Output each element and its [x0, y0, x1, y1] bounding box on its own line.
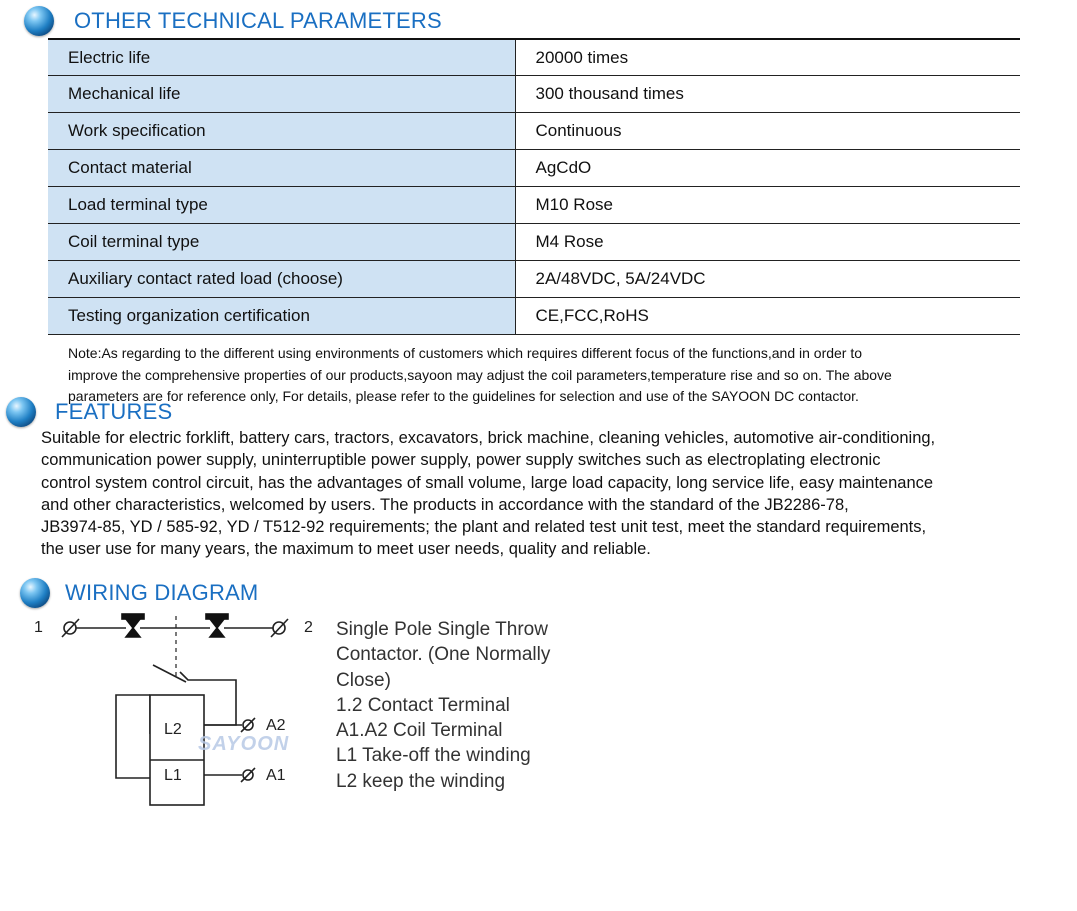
param-value: Continuous [515, 113, 1020, 150]
param-label: Auxiliary contact rated load (choose) [48, 261, 515, 298]
wiring-desc-line: A1.A2 Coil Terminal [336, 720, 503, 742]
sayoon-watermark: SAYOON [198, 733, 290, 755]
terminal-a1-icon [241, 768, 255, 782]
features-line: JB3974-85, YD / 585-92, YD / T512-92 requirements; the plant and related test unit test, meet the standard requirements, [41, 518, 927, 537]
param-label: Mechanical life [48, 76, 515, 113]
wiring-diagram [28, 610, 328, 810]
features-line: control system control circuit, has the advantages of small volume, large load capacity, long service life, easy maintenance [41, 473, 934, 492]
terminal-2-icon [271, 619, 288, 637]
wiring-title: WIRING DIAGRAM [65, 580, 259, 605]
table-row [48, 224, 1020, 261]
terminal-2-label: 2 [304, 619, 313, 636]
features-title: FEATURES [55, 399, 173, 424]
parameters-table [48, 40, 1020, 335]
param-label: Work specification [48, 113, 515, 150]
terminal-a2-icon [241, 718, 255, 732]
contact-left-icon [122, 614, 144, 637]
features-line: Suitable for electric forklift, battery cars, tractors, excavators, brick machine, cleaning vehicles, automotive air-conditioning, [41, 429, 936, 447]
table-row [48, 76, 1020, 113]
parameters-note [68, 343, 1028, 408]
features-line: the user use for many years, the maximum to meet user needs, quality and reliable. [41, 540, 651, 559]
coil-box [150, 695, 204, 805]
terminal-1-label: 1 [34, 619, 43, 636]
param-value: M10 Rose [515, 187, 1020, 224]
wiring-section-header [20, 578, 258, 608]
parameters-title: OTHER TECHNICAL PARAMETERS [74, 8, 442, 33]
features-line: communication power supply, uninterruptible power supply, power supply switches such as electroplating electronic [41, 451, 881, 470]
bullet-sphere-icon [6, 397, 36, 427]
table-row [48, 40, 1020, 76]
coil-l1-label: L1 [164, 767, 182, 784]
wiring-desc-line: Single Pole Single Throw [336, 619, 548, 640]
features-section-header [6, 397, 172, 427]
param-value: M4 Rose [515, 224, 1020, 261]
table-row [48, 113, 1020, 150]
aux-wire-left [116, 695, 150, 778]
wiring-description [336, 617, 550, 794]
param-value: AgCdO [515, 150, 1020, 187]
param-label: Testing organization certification [48, 298, 515, 335]
features-text [41, 427, 1051, 561]
terminal-a2-label: A2 [266, 717, 286, 734]
wiring-desc-line: L1 Take-off the winding [336, 745, 531, 767]
bullet-sphere-icon [20, 578, 50, 608]
table-row [48, 261, 1020, 298]
wiring-desc-line: Contactor. (One Normally [336, 644, 551, 666]
param-value: CE,FCC,RoHS [515, 298, 1020, 335]
parameters-section-header [24, 6, 442, 36]
param-value: 20000 times [515, 40, 1020, 76]
param-value: 2A/48VDC, 5A/24VDC [515, 261, 1020, 298]
contact-right-icon [206, 614, 228, 637]
param-label: Contact material [48, 150, 515, 187]
table-row [48, 150, 1020, 187]
table-row [48, 298, 1020, 335]
param-label: Electric life [48, 40, 515, 76]
features-line: and other characteristics, welcomed by users. The products in accordance with the standard of the JB2286-78, [41, 495, 849, 514]
note-line: improve the comprehensive properties of our products,sayoon may adjust the coil parameters,temperature rise and so on. The above [68, 366, 892, 383]
param-value: 300 thousand times [515, 76, 1020, 113]
wiring-desc-line: 1.2 Contact Terminal [336, 694, 510, 716]
param-label: Load terminal type [48, 187, 515, 224]
bullet-sphere-icon [24, 6, 54, 36]
terminal-a1-label: A1 [266, 767, 286, 784]
table-row [48, 187, 1020, 224]
note-line: Note:As regarding to the different using environments of customers which requires different focus of the functions,and in order to [68, 345, 863, 361]
coil-l2-label: L2 [164, 721, 182, 738]
param-label: Coil terminal type [48, 224, 515, 261]
wiring-desc-line: Close) [336, 669, 391, 691]
wiring-desc-line: L2 keep the winding [336, 770, 506, 792]
note-line: parameters are for reference only, For details, please refer to the guidelines for selection and use of the SAYOON DC contactor. [68, 388, 859, 404]
